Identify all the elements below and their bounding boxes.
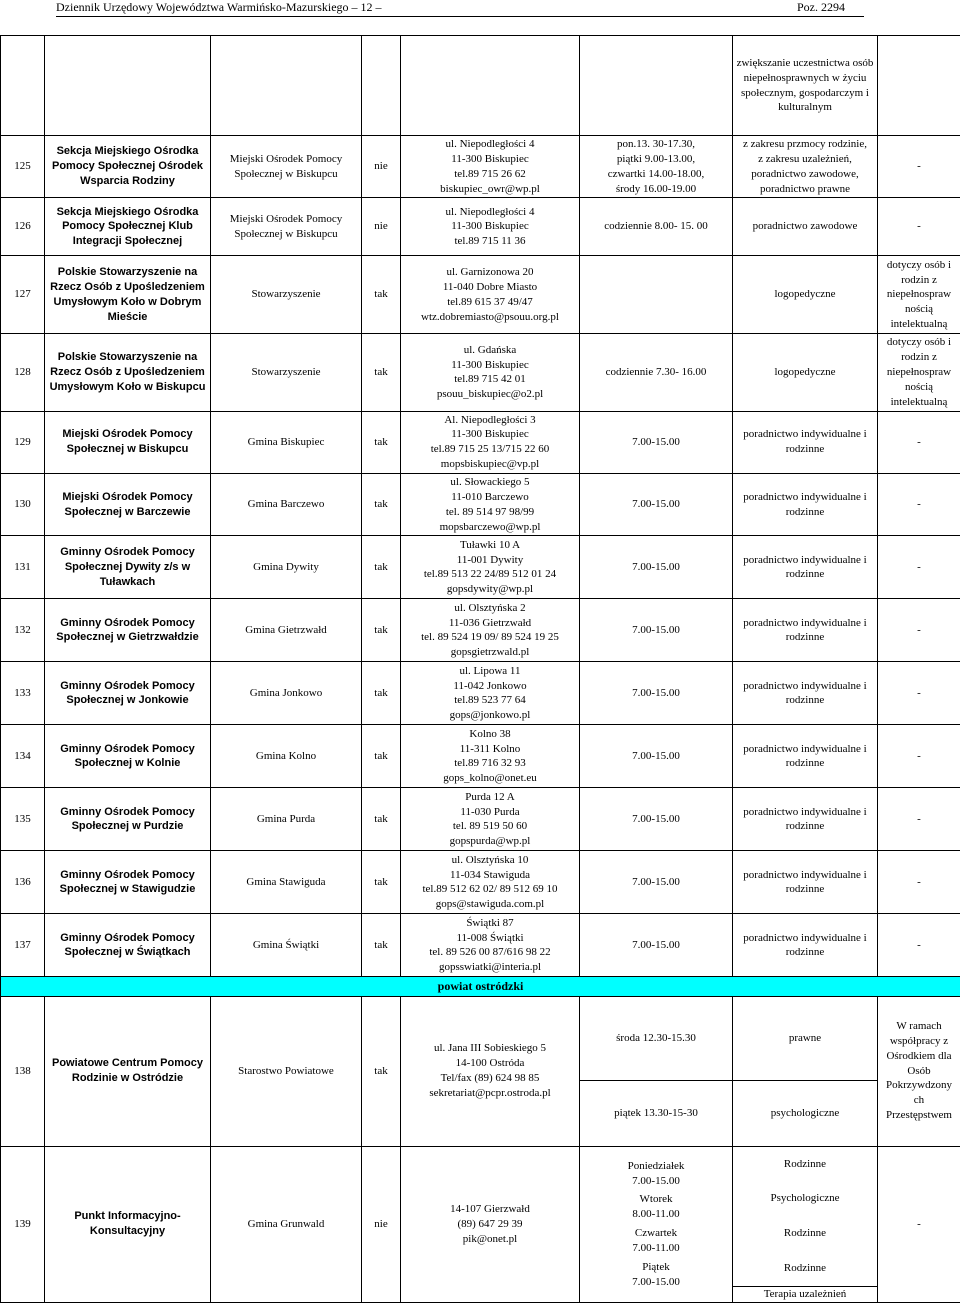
- address-contact: ul. Gdańska 11-300 Biskupiec tel.89 715 42 01 psouu_biskupiec@o2.pl: [401, 334, 580, 411]
- row-number: 133: [1, 662, 45, 725]
- public-flag: tak: [362, 473, 401, 535]
- hours: pon.13. 30-17.30, piątki 9.00-13.00, czwartki 14.00-18.00, środy 16.00-19.00: [580, 136, 733, 198]
- public-flag: tak: [362, 256, 401, 334]
- scope: z zakresu przmocy rodzinie, z zakresu uzależnień, poradnictwo zawodowe, poradnictwo prawne: [733, 136, 878, 198]
- scope: psychologiczne: [733, 1080, 878, 1146]
- slot-day: Poniedziałek: [580, 1159, 732, 1174]
- row-number: 131: [1, 536, 45, 599]
- scope: poradnictwo indywidualne i rodzinne: [733, 599, 878, 662]
- institution-name: [45, 36, 211, 136]
- notes: [878, 36, 960, 136]
- table-row: [1, 1146, 960, 1302]
- slot-scope: Rodzinne: [733, 1216, 877, 1251]
- scope: prawne: [733, 996, 878, 1080]
- institution-name: Polskie Stowarzyszenie na Rzecz Osób z Upośledzeniem Umysłowym Koło w Biskupcu: [45, 334, 211, 411]
- governing-body: Stowarzyszenie: [211, 256, 362, 334]
- slot-scope-extra: Terapia uzależnień: [733, 1286, 877, 1302]
- public-flag: tak: [362, 788, 401, 851]
- table-row: [1, 473, 960, 535]
- public-flag: tak: [362, 851, 401, 914]
- address-contact: Kolno 38 11-311 Kolno tel.89 716 32 93 gops_kolno@onet.eu: [401, 725, 580, 788]
- institution-name: Polskie Stowarzyszenie na Rzecz Osób z Upośledzeniem Umysłowym Koło w Dobrym Mieście: [45, 256, 211, 334]
- notes: -: [878, 788, 960, 851]
- slot-day: Wtorek: [580, 1192, 732, 1207]
- hours: 7.00-15.00: [580, 851, 733, 914]
- governing-body: Gmina Barczewo: [211, 473, 362, 535]
- position-ref: Poz. 2294: [797, 0, 845, 15]
- governing-body: Gmina Dywity: [211, 536, 362, 599]
- public-flag: tak: [362, 411, 401, 473]
- governing-body: Gmina Stawiguda: [211, 851, 362, 914]
- slot-time: 7.00-15.00: [580, 1174, 732, 1189]
- hours: 7.00-15.00: [580, 725, 733, 788]
- row-number: 138: [1, 996, 45, 1146]
- hours: 7.00-15.00: [580, 788, 733, 851]
- table-row: [1, 136, 960, 198]
- governing-body: Starostwo Powiatowe: [211, 996, 362, 1146]
- row-number: 126: [1, 198, 45, 256]
- table-row: [1, 334, 960, 411]
- address-contact: ul. Olsztyńska 10 11-034 Stawiguda tel.89 512 62 02/ 89 512 69 10 gops@stawiguda.com.pl: [401, 851, 580, 914]
- public-flag: tak: [362, 914, 401, 977]
- public-flag: nie: [362, 136, 401, 198]
- slot-scope: Psychologiczne: [733, 1181, 877, 1216]
- hours: 7.00-15.00: [580, 473, 733, 535]
- notes: -: [878, 725, 960, 788]
- row-number: 134: [1, 725, 45, 788]
- public-flag: [362, 36, 401, 136]
- hours: 7.00-15.00: [580, 914, 733, 977]
- notes: -: [878, 136, 960, 198]
- hours: piątek 13.30-15-30: [580, 1080, 733, 1146]
- table-row: [1, 725, 960, 788]
- address-contact: Świątki 87 11-008 Świątki tel. 89 526 00 87/616 98 22 gopsswiatki@interia.pl: [401, 914, 580, 977]
- row-number: 129: [1, 411, 45, 473]
- slot-time: 7.00-11.00: [580, 1241, 732, 1256]
- governing-body: Gmina Gietrzwałd: [211, 599, 362, 662]
- row-number: 132: [1, 599, 45, 662]
- address-contact: Tuławki 10 A 11-001 Dywity tel.89 513 22 24/89 512 01 24 gopsdywity@wp.pl: [401, 536, 580, 599]
- header-rule: [56, 16, 864, 17]
- scope: poradnictwo indywidualne i rodzinne: [733, 851, 878, 914]
- row-number: 135: [1, 788, 45, 851]
- hours-slot: [580, 1157, 732, 1191]
- table-row: [1, 662, 960, 725]
- table-row: [1, 411, 960, 473]
- scope: poradnictwo indywidualne i rodzinne: [733, 536, 878, 599]
- scope: poradnictwo indywidualne i rodzinne: [733, 473, 878, 535]
- institution-name: Gminny Ośrodek Pomocy Społecznej w Jonkowie: [45, 662, 211, 725]
- public-flag: tak: [362, 662, 401, 725]
- notes: -: [878, 599, 960, 662]
- table-row: [1, 256, 960, 334]
- scope-list: [733, 1147, 877, 1302]
- address-contact: Al. Niepodległości 3 11-300 Biskupiec tel.89 715 25 13/715 22 60 mopsbiskupiec@vp.pl: [401, 411, 580, 473]
- section-title: powiat ostródzki: [1, 977, 960, 996]
- address-contact: ul. Słowackiego 5 11-010 Barczewo tel. 89 514 97 98/99 mopsbarczewo@wp.pl: [401, 473, 580, 535]
- notes: -: [878, 1146, 960, 1302]
- row-number: 136: [1, 851, 45, 914]
- slot-scope: Rodzinne: [733, 1147, 877, 1182]
- scope: poradnictwo indywidualne i rodzinne: [733, 411, 878, 473]
- address-contact: ul. Olsztyńska 2 11-036 Gietrzwałd tel. 89 524 19 09/ 89 524 19 25 gopsgietrzwald.pl: [401, 599, 580, 662]
- governing-body: Miejski Ośrodek Pomocy Społecznej w Biskupcu: [211, 198, 362, 256]
- scope: logopedyczne: [733, 256, 878, 334]
- page-header: [0, 0, 960, 14]
- notes: -: [878, 473, 960, 535]
- governing-body: Gmina Jonkowo: [211, 662, 362, 725]
- notes: -: [878, 662, 960, 725]
- table-row: [1, 996, 960, 1080]
- scope: logopedyczne: [733, 334, 878, 411]
- institution-name: Gminny Ośrodek Pomocy Społecznej w Kolnie: [45, 725, 211, 788]
- institution-name: Miejski Ośrodek Pomocy Społecznej w Barczewie: [45, 473, 211, 535]
- hours-slot: [580, 1258, 732, 1292]
- table-row: [1, 536, 960, 599]
- scope: poradnictwo indywidualne i rodzinne: [733, 914, 878, 977]
- institution-name: Powiatowe Centrum Pomocy Rodzinie w Ostródzie: [45, 996, 211, 1146]
- institution-name: Gminny Ośrodek Pomocy Społecznej w Purdzie: [45, 788, 211, 851]
- governing-body: Gmina Kolno: [211, 725, 362, 788]
- notes: -: [878, 914, 960, 977]
- governing-body: Gmina Biskupiec: [211, 411, 362, 473]
- institution-name: Miejski Ośrodek Pomocy Społecznej w Biskupcu: [45, 411, 211, 473]
- table-row: [1, 599, 960, 662]
- address-contact: 14-107 Gierzwałd (89) 647 29 39 pik@onet.pl: [401, 1146, 580, 1302]
- row-number: [1, 36, 45, 136]
- hours: 7.00-15.00: [580, 599, 733, 662]
- notes: -: [878, 536, 960, 599]
- address-contact: [401, 36, 580, 136]
- public-flag: tak: [362, 599, 401, 662]
- public-flag: nie: [362, 198, 401, 256]
- hours-list: [580, 1157, 732, 1292]
- hours: środa 12.30-15.30: [580, 996, 733, 1080]
- hours: 7.00-15.00: [580, 536, 733, 599]
- notes: dotyczy osób i rodzin z niepełnospraw nością intelektualną: [878, 256, 960, 334]
- address-contact: ul. Jana III Sobieskiego 5 14-100 Ostróda Tel/fax (89) 624 98 85 sekretariat@pcpr.ostroda.pl: [401, 996, 580, 1146]
- hours: [580, 36, 733, 136]
- section-row: [1, 977, 960, 996]
- governing-body: Stowarzyszenie: [211, 334, 362, 411]
- notes: -: [878, 198, 960, 256]
- institution-name: Gminny Ośrodek Pomocy Społecznej w Świątkach: [45, 914, 211, 977]
- table-row: [1, 851, 960, 914]
- table-row: [1, 198, 960, 256]
- scope: poradnictwo indywidualne i rodzinne: [733, 788, 878, 851]
- hours-slot: [580, 1190, 732, 1224]
- journal-title: Dziennik Urzędowy Województwa Warmińsko-Mazurskiego – 12 –: [56, 0, 382, 15]
- notes: -: [878, 411, 960, 473]
- table-row: [1, 36, 960, 136]
- public-flag: nie: [362, 1146, 401, 1302]
- row-number: 125: [1, 136, 45, 198]
- scope: poradnictwo indywidualne i rodzinne: [733, 725, 878, 788]
- governing-body: Gmina Purda: [211, 788, 362, 851]
- notes: W ramach współpracy z Ośrodkiem dla Osób Pokrzywdzony ch Przestępstwem: [878, 996, 960, 1146]
- public-flag: tak: [362, 996, 401, 1146]
- governing-body: Gmina Grunwald: [211, 1146, 362, 1302]
- governing-body: [211, 36, 362, 136]
- scope: zwiększanie uczestnictwa osób niepełnosprawnych w życiu społecznym, gospodarczym i kulturalnym: [733, 36, 878, 136]
- scope: poradnictwo zawodowe: [733, 198, 878, 256]
- row-number: 137: [1, 914, 45, 977]
- hours-cell: [580, 1146, 733, 1302]
- hours: codziennie 8.00- 15. 00: [580, 198, 733, 256]
- row-number: 127: [1, 256, 45, 334]
- institution-name: Punkt Informacyjno-Konsultacyjny: [45, 1146, 211, 1302]
- institutions-table: [0, 35, 960, 1303]
- table-row: [1, 914, 960, 977]
- notes: -: [878, 851, 960, 914]
- slot-day: Czwartek: [580, 1226, 732, 1241]
- hours: 7.00-15.00: [580, 411, 733, 473]
- row-number: 128: [1, 334, 45, 411]
- hours: [580, 256, 733, 334]
- hours: 7.00-15.00: [580, 662, 733, 725]
- institution-name: Gminny Ośrodek Pomocy Społecznej w Stawigudzie: [45, 851, 211, 914]
- slot-day: Piątek: [580, 1260, 732, 1275]
- governing-body: Miejski Ośrodek Pomocy Społecznej w Biskupcu: [211, 136, 362, 198]
- address-contact: Purda 12 A 11-030 Purda tel. 89 519 50 60 gopspurda@wp.pl: [401, 788, 580, 851]
- row-number: 130: [1, 473, 45, 535]
- table-row: [1, 788, 960, 851]
- scope: poradnictwo indywidualne i rodzinne: [733, 662, 878, 725]
- governing-body: Gmina Świątki: [211, 914, 362, 977]
- hours: codziennie 7.30- 16.00: [580, 334, 733, 411]
- public-flag: tak: [362, 725, 401, 788]
- institution-name: Gminny Ośrodek Pomocy Społecznej Dywity z/s w Tuławkach: [45, 536, 211, 599]
- scope-cell: [733, 1146, 878, 1302]
- institution-name: Gminny Ośrodek Pomocy Społecznej w Gietrzwałdzie: [45, 599, 211, 662]
- institution-name: Sekcja Miejskiego Ośrodka Pomocy Społecznej Klub Integracji Społecznej: [45, 198, 211, 256]
- slot-time: 7.00-15.00: [580, 1275, 732, 1290]
- slot-scope: Rodzinne: [733, 1251, 877, 1286]
- address-contact: ul. Niepodległości 4 11-300 Biskupiec tel.89 715 26 62 biskupiec_owr@wp.pl: [401, 136, 580, 198]
- public-flag: tak: [362, 334, 401, 411]
- address-contact: ul. Lipowa 11 11-042 Jonkowo tel.89 523 77 64 gops@jonkowo.pl: [401, 662, 580, 725]
- slot-time: 8.00-11.00: [580, 1207, 732, 1222]
- notes: dotyczy osób i rodzin z niepełnospraw nością intelektualną: [878, 334, 960, 411]
- address-contact: ul. Niepodległości 4 11-300 Biskupiec tel.89 715 11 36: [401, 198, 580, 256]
- row-number: 139: [1, 1146, 45, 1302]
- address-contact: ul. Garnizonowa 20 11-040 Dobre Miasto tel.89 615 37 49/47 wtz.dobremiasto@psouu.org.pl: [401, 256, 580, 334]
- public-flag: tak: [362, 536, 401, 599]
- institution-name: Sekcja Miejskiego Ośrodka Pomocy Społecznej Ośrodek Wsparcia Rodziny: [45, 136, 211, 198]
